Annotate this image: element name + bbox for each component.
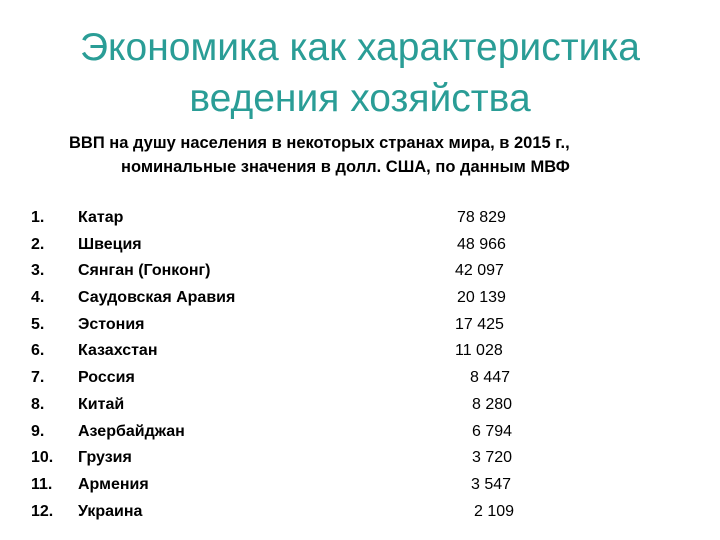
country-name: Грузия (78, 449, 132, 467)
list-item (0, 499, 720, 526)
table-caption-line-2: номинальные значения в долл. США, по данным МВФ (121, 158, 570, 176)
gdp-value: 3 547 (471, 475, 512, 493)
gdp-value: 8 447 (470, 369, 511, 387)
list-item (0, 338, 720, 365)
list-item (0, 419, 720, 446)
rank-number: 8. (31, 395, 45, 413)
country-name: Азербайджан (78, 422, 185, 440)
gdp-value: 11 028 (455, 342, 503, 360)
rank-number: 3. (31, 262, 45, 280)
rank-number: 5. (31, 315, 45, 333)
gdp-value: 48 966 (457, 235, 506, 253)
list-item (0, 392, 720, 419)
list-item (0, 285, 720, 312)
rank-number: 1. (31, 209, 45, 226)
list-item (0, 258, 720, 285)
list-item (0, 232, 720, 259)
gdp-value: 17 425 (455, 315, 504, 333)
country-name: Саудовская Аравия (78, 289, 236, 307)
rank-number: 7. (31, 369, 45, 387)
gdp-value: 6 794 (472, 422, 513, 440)
rank-number: 12. (31, 502, 54, 520)
country-name: Эстония (78, 315, 145, 333)
gdp-value: 78 829 (457, 209, 506, 226)
gdp-value: 3 720 (472, 449, 513, 467)
rank-number: 10. (31, 449, 54, 467)
rank-number: 11. (31, 475, 53, 493)
gdp-value: 20 139 (457, 289, 506, 307)
list-item (0, 365, 720, 392)
country-name: Сянган (Гонконг) (78, 262, 211, 280)
country-name: Россия (78, 369, 135, 387)
country-name: Швеция (78, 235, 142, 253)
gdp-value: 8 280 (472, 395, 513, 413)
list-item (0, 445, 720, 472)
rank-number: 4. (31, 289, 45, 307)
country-name: Катар (78, 209, 124, 226)
rank-number: 6. (31, 342, 45, 360)
country-name: Казахстан (78, 342, 158, 360)
slide-title-line-1: Экономика как характеристика (80, 26, 640, 69)
list-item (0, 472, 720, 499)
slide-title-line-2: ведения хозяйства (189, 77, 531, 120)
gdp-ranking-list (0, 205, 720, 525)
table-caption-line-1: ВВП на душу населения в некоторых странах мира, в 2015 г., (69, 134, 570, 152)
list-item (0, 312, 720, 339)
gdp-value: 2 109 (474, 502, 515, 520)
gdp-value: 42 097 (455, 262, 504, 280)
country-name: Китай (78, 395, 125, 413)
country-name: Армения (78, 475, 149, 493)
list-item (0, 205, 720, 232)
slide-title (0, 22, 720, 124)
table-caption (0, 131, 720, 179)
rank-number: 2. (31, 235, 45, 253)
rank-number: 9. (31, 422, 45, 440)
country-name: Украина (78, 502, 143, 520)
